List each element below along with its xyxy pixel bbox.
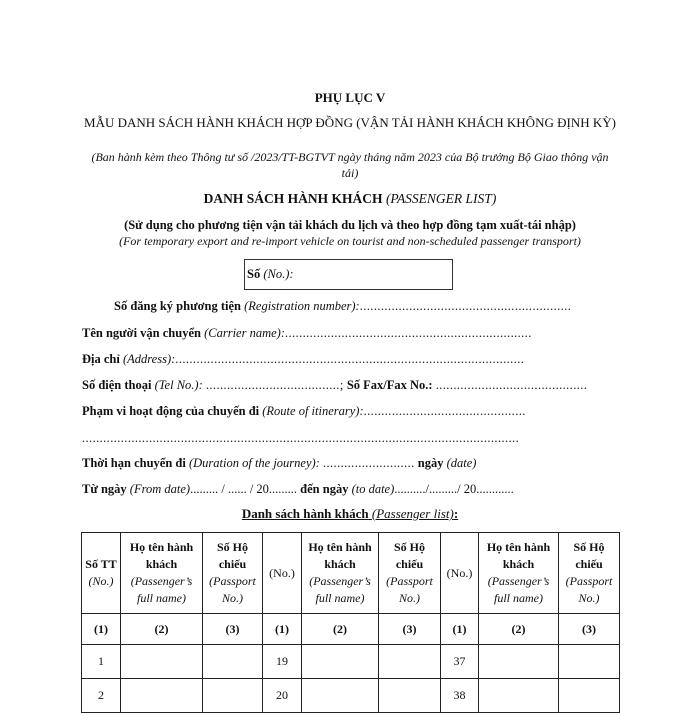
col-number: (1) [263, 614, 302, 645]
carrier-label: Tên người vận chuyển [82, 326, 201, 340]
list-title [82, 191, 618, 207]
carrier-field[interactable] [82, 326, 606, 343]
phone-label: Số điện thoại [82, 378, 152, 392]
col-header-no-2: (No.) [263, 533, 302, 614]
to-date-label-en: (to date) [351, 482, 395, 496]
col-number: (2) [121, 614, 203, 645]
list-title-vi: DANH SÁCH HÀNH KHÁCH [203, 191, 383, 206]
registration-label-en: (Registration number): [244, 299, 360, 313]
form-title: MẪU DANH SÁCH HÀNH KHÁCH HỢP ĐỒNG (VẬN TẢI HÀNH KHÁCH KHÔNG ĐỊNH KỲ) [84, 115, 616, 130]
passenger-list-title-en: (Passenger list) [371, 506, 454, 521]
table-row [82, 679, 620, 713]
passport-cell[interactable] [559, 679, 620, 713]
route-label-en: (Route of itinerary): [262, 404, 364, 418]
usage-note-en: (For temporary export and re-import vehicle on tourist and non-scheduled passenger transport) [119, 234, 581, 248]
phone-fill: ......................................; [205, 378, 344, 392]
passport-cell[interactable] [203, 645, 263, 679]
col-header-passport-3: Số Hộ chiếu (Passport No.) [559, 533, 620, 614]
name-cell[interactable] [479, 645, 559, 679]
duration-label-en: (Duration of the journey): [188, 456, 320, 470]
passenger-list-title-vi: Danh sách hành khách [241, 506, 369, 521]
name-cell[interactable] [121, 645, 203, 679]
col-number: (2) [302, 614, 379, 645]
document-number-box[interactable] [244, 259, 453, 290]
duration-date-label-en: (date) [446, 456, 477, 470]
col-header-name-3: Họ tên hành khách (Passenger’s full name) [479, 533, 559, 614]
row-number: 20 [263, 679, 302, 713]
passport-cell[interactable] [559, 645, 620, 679]
row-number: 37 [441, 645, 479, 679]
phone-label-en: (Tel No.): [154, 378, 203, 392]
registration-field[interactable] [114, 299, 590, 316]
name-cell[interactable] [479, 679, 559, 713]
row-number: 1 [82, 645, 121, 679]
route-field[interactable] [82, 404, 606, 421]
registration-fill: ............................................................ [359, 299, 572, 313]
address-label-en: (Address): [122, 352, 176, 366]
fax-fill: ........................................... [435, 378, 588, 392]
number-label-en: (No.): [263, 267, 294, 281]
duration-label: Thời hạn chuyến đi [82, 456, 186, 470]
table-row [82, 645, 620, 679]
row-number: 19 [263, 645, 302, 679]
list-title-en: (PASSENGER LIST) [385, 191, 497, 206]
appendix-title: PHỤ LỤC V [314, 90, 386, 105]
route-continuation[interactable] [82, 431, 606, 448]
column-number-row [82, 614, 620, 645]
duration-fill: .......................... [322, 456, 415, 470]
col-number: (2) [479, 614, 559, 645]
date-range-field[interactable] [82, 482, 606, 499]
passport-cell[interactable] [203, 679, 263, 713]
passport-cell[interactable] [379, 679, 441, 713]
name-cell[interactable] [302, 645, 379, 679]
fax-label: Số Fax/ [346, 378, 387, 392]
address-field[interactable] [82, 352, 606, 369]
col-header-no-3: (No.) [441, 533, 479, 614]
route-label: Phạm vi hoạt động của chuyến đi [82, 404, 260, 418]
carrier-label-en: (Carrier name): [204, 326, 285, 340]
col-header-passport: Số Hộ chiếu (Passport No.) [203, 533, 263, 614]
to-date-fill: ........../........./ 20............ [394, 482, 514, 496]
from-date-label-en: (From date) [129, 482, 191, 496]
number-label: Số [247, 267, 261, 281]
address-label: Địa chỉ [82, 352, 120, 366]
carrier-fill: ...................................................................... [284, 326, 532, 340]
passport-cell[interactable] [379, 645, 441, 679]
route-fill: .............................................. [363, 404, 526, 418]
name-cell[interactable] [302, 679, 379, 713]
from-date-label: Từ ngày [82, 482, 127, 496]
registration-label: Số đăng ký phương tiện [114, 299, 241, 313]
passenger-list-title [82, 506, 618, 522]
col-number: (3) [203, 614, 263, 645]
route-continuation-fill: ............................................................................................................................ [82, 431, 520, 445]
col-number: (1) [441, 614, 479, 645]
address-fill: ................................................................................................... [175, 352, 525, 366]
col-header-name-2: Họ tên hành khách (Passenger’s full name) [302, 533, 379, 614]
duration-date-label: ngày [417, 456, 444, 470]
row-number: 2 [82, 679, 121, 713]
col-number: (3) [379, 614, 441, 645]
col-number: (1) [82, 614, 121, 645]
fax-label-en: Fax No.: [386, 378, 433, 392]
to-date-label: đến ngày [300, 482, 349, 496]
duration-field[interactable] [82, 456, 606, 473]
from-date-fill: ......... / ...... / 20......... [190, 482, 298, 496]
col-header-passport-2: Số Hộ chiếu (Passport No.) [379, 533, 441, 614]
issuance-note: (Ban hành kèm theo Thông tư số /2023/TT-BGTVT ngày tháng năm 2023 của Bộ trưởng Bộ Giao thông vận tải) [91, 150, 609, 180]
col-number: (3) [559, 614, 620, 645]
passenger-list-title-suffix: : [453, 506, 459, 521]
passenger-table [81, 532, 620, 713]
row-number: 38 [441, 679, 479, 713]
table-header-row [82, 533, 620, 614]
col-header-no: Số TT (No.) [82, 533, 121, 614]
usage-note-vi: (Sử dụng cho phương tiện vận tải khách du lịch và theo hợp đồng tạm xuất-tái nhập) [124, 218, 576, 232]
col-header-name: Họ tên hành khách (Passenger’s full name) [121, 533, 203, 614]
name-cell[interactable] [121, 679, 203, 713]
phone-fax-field[interactable] [82, 378, 606, 395]
